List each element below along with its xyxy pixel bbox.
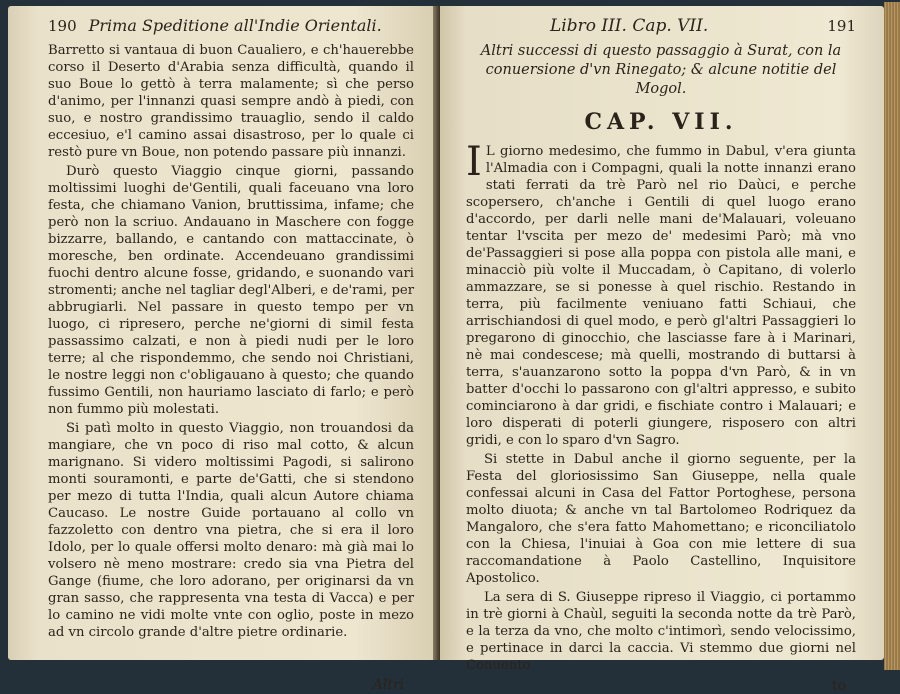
paragraph	[466, 139, 856, 449]
left-running-head	[48, 16, 414, 36]
page-number: 190	[48, 17, 77, 35]
page-number: 191	[827, 17, 856, 35]
running-head-title: Prima Speditione all'Indie Orientali.	[88, 16, 382, 35]
right-page	[440, 6, 884, 694]
chapter-heading: CAP. VII.	[584, 109, 738, 135]
drop-cap: I	[466, 139, 482, 185]
paragraph: Si patì molto in questo Viaggio, non trouandosi da mangiare, che vn poco di riso mal cotto, & alcun marignano. Si videro moltissimi Pagodi, si salirono monti souramonti, e parte de'Gatti, che si stendono per mezo di tutta l'India, quali alcun Autore chiama Caucaso. Le nostre Guide portauano al collo vn fazzoletto con dentro vna pietra, che si era il loro Idolo, per lo quale offersi molto denaro: mà già mai lo volsero nè meno mostrare: credo sia vna Pietra del Gange (fiume, che loro adorano, per originarsi da vn gran sasso, che rappresenta vna testa di Vacca) e per lo camino ne vidi molte vnte con oglio, poste in mezo ad vn circolo grande d'altre pietre ordinarie.	[48, 421, 414, 640]
paragraph: Barretto si vantaua di buon Caualiero, e ch'hauerebbe corso il Deserto d'Arabia senza difficultà, quando il suo Boue lo gettò à terra malamente; sì che perso d'animo, per l'innanzi quasi sempre andò à piedi, con suo, e nostro grandissimo trauaglio, sendo il caldo eccesiuo, e'l camino assai disastroso, per lo quale ci restò pure vn Boue, non potendo passare più innanzi.	[48, 43, 414, 160]
right-running-head	[466, 16, 856, 36]
catchword: Altri	[372, 677, 404, 693]
page-edges	[884, 2, 900, 670]
running-head-title: Libro III. Cap. VII.	[550, 16, 709, 36]
paragraph: Si stette in Dabul anche il giorno seguente, per la Festa del gloriosissimo San Giuseppe, nella quale confessai alcuni in Casa del Fattor Portoghese, persona molto diuota; & anche vn tal Bartolomeo Rodriquez da Mangaloro, che s'era fatto Mahomettano; e riconciliatolo con la Chiesa, l'inuiai à Goa con mie lettere di sua raccomandatione à Paolo Castellino, Inquisitore Apostolico.	[466, 452, 856, 586]
paragraph-body: L giorno medesimo, che fummo in Dabul, v'era giunta l'Almadia con i Compagni, quali la notte innanzi erano stati ferrati da trè Parò nel rio Daùci, e perche scopersero, ch'anche i Gentili di quel luogo erano d'accordo, per darli nelle mani de'Malauari, voleuano tentar l'vscita per mezo de' medesimi Parò; mà vno de'Passaggieri si pose alla poppa con pistola alle mani, e minacciò più volte il Muccadam, ò Capitano, di volerlo ammazzare, se si ponesse à quel rischio. Restando in terra, più facilmente veniuano fatti Schiaui, che arrischiandosi di quel modo, e però gl'altri Passaggieri lo pregarono di ginocchio, che lasciasse fare à i Marinari, nè mai condescese; mà quelli, mostrando di buttarsi à terra, s'auanzarono sotto la poppa d'vn Parò, & in vn batter d'occhi lo passarono con gl'altri appresso, e subito cominciarono à dar gridi, e fischiate contro i Malauari; e loro disperati di poterli giungere, risposero con altri gridi, e con lo sparo d'vn Sagro.	[466, 144, 856, 448]
paragraph: La sera di S. Giuseppe ripreso il Viaggio, ci portammo in trè giorni à Chaùl, seguiti la seconda notte da trè Parò, e la terza da vno, che molto c'intimorì, sendo velocissimo, e pertinace in darci la caccia. Vi stemmo due giorni nel Conuento	[466, 590, 856, 673]
left-page	[8, 6, 440, 693]
paragraph: Durò questo Viaggio cinque giorni, passando moltissimi luoghi de'Gentili, quali faceuano vna loro festa, che chiamano Vanion, bruttissima, infame; che però non la scriuo. Andauano in Maschere con fogge bizzarre, ballando, e cantando con mattaccinate, ò moresche, ben ordinate. Accendeuano grandissimi fuochi dentro alcune fosse, gridando, e suonando vari stromenti; anche nel tagliar degl'Alberi, e de'rami, per abbrugiarli. Nel passare in questo tempo per vn luogo, ci ripresero, perche ne'giorni di simil festa passassimo calzati, e non à piedi nudi per le loro terre; al che rispondemmo, che sendo noi Christiani, le nostre leggi non c'obligauano à questo; che quando fussimo Gentili, non hauriamo lasciato di farlo; e però non fummo più molestati.	[48, 164, 414, 417]
catchword: to	[831, 678, 846, 694]
chapter-summary: Altri successi di questo passaggio à Surat, con la conuersione d'vn Rinegato; & alcune notitie del Mogol.	[480, 43, 842, 97]
